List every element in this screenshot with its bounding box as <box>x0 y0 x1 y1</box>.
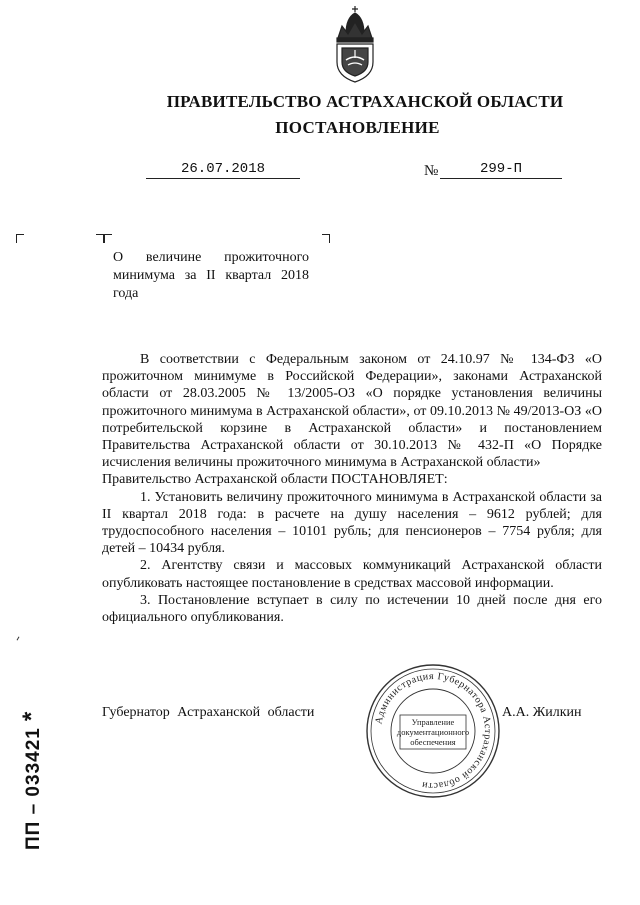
document-type-title: ПОСТАНОВЛЕНИЕ <box>275 118 440 137</box>
signatory-name: А.А. Жилкин <box>502 705 582 720</box>
document-body <box>102 351 602 626</box>
document-number: 299-П <box>440 161 562 179</box>
corner-mark <box>322 234 330 243</box>
resolution-line: Правительство Астраханской области ПОСТАНОВЛЯЕТ: <box>102 472 448 488</box>
margin-mark <box>17 637 20 641</box>
document-subject: О величине прожиточного минимума за II квартал 2018 года <box>113 250 309 301</box>
signatory-title: Губернатор Астраханской области <box>102 705 315 720</box>
official-seal-stamp <box>362 660 504 802</box>
seal-center-line: обеспечения <box>410 737 456 747</box>
serial-text: ПП – 033421 <box>23 727 44 850</box>
serial-star: * <box>18 710 45 722</box>
corner-mark <box>96 234 104 243</box>
item-2-paragraph: 2. Агентству связи и массовых коммуникаций Астраханской области опубликовать настоящее постановление в средствах массовой информации. <box>102 558 602 591</box>
corner-mark <box>104 234 112 243</box>
item-3-paragraph: 3. Постановление вступает в силу по истечении 10 дней после дня его официального опубликования. <box>102 592 602 626</box>
government-title: ПРАВИТЕЛЬСТВО АСТРАХАНСКОЙ ОБЛАСТИ <box>166 92 564 111</box>
seal-center-line: Управление <box>411 717 455 727</box>
preamble-paragraph: В соответствии с Федеральным законом от 24.10.97 № 134-ФЗ «О прожиточном минимуме в Российской Федерации», законами Астраханской области от 28.03.2005 № 13/2005-ОЗ «О порядке установления величины прожиточного минимума в Астраханской области», от 09.10.2013 № 49/2013-ОЗ «О потребительской корзине в Астраханской области» и постановлением Правительства Астраханской области от 30.10.2013 № 432-П «О Порядке исчисления величины прожиточного минимума в Астраханской области» <box>102 352 602 471</box>
form-serial-number <box>18 711 46 850</box>
coat-of-arms-emblem <box>326 4 384 86</box>
seal-center-line: документационного <box>396 727 470 737</box>
item-1-paragraph: 1. Установить величину прожиточного минимума в Астраханской области за II квартал 2018 года: в расчете на душу населения – 9612 рублей; для трудоспособного населения – 10101 рубль; для пенсионеров – 7754 рубля; для детей – 10434 рубля. <box>102 489 602 557</box>
corner-mark <box>16 234 24 243</box>
number-sign: № <box>424 163 439 179</box>
document-date: 26.07.2018 <box>146 161 300 179</box>
seal-ring-text: Администрация Губернатора Астраханской области <box>373 670 494 792</box>
